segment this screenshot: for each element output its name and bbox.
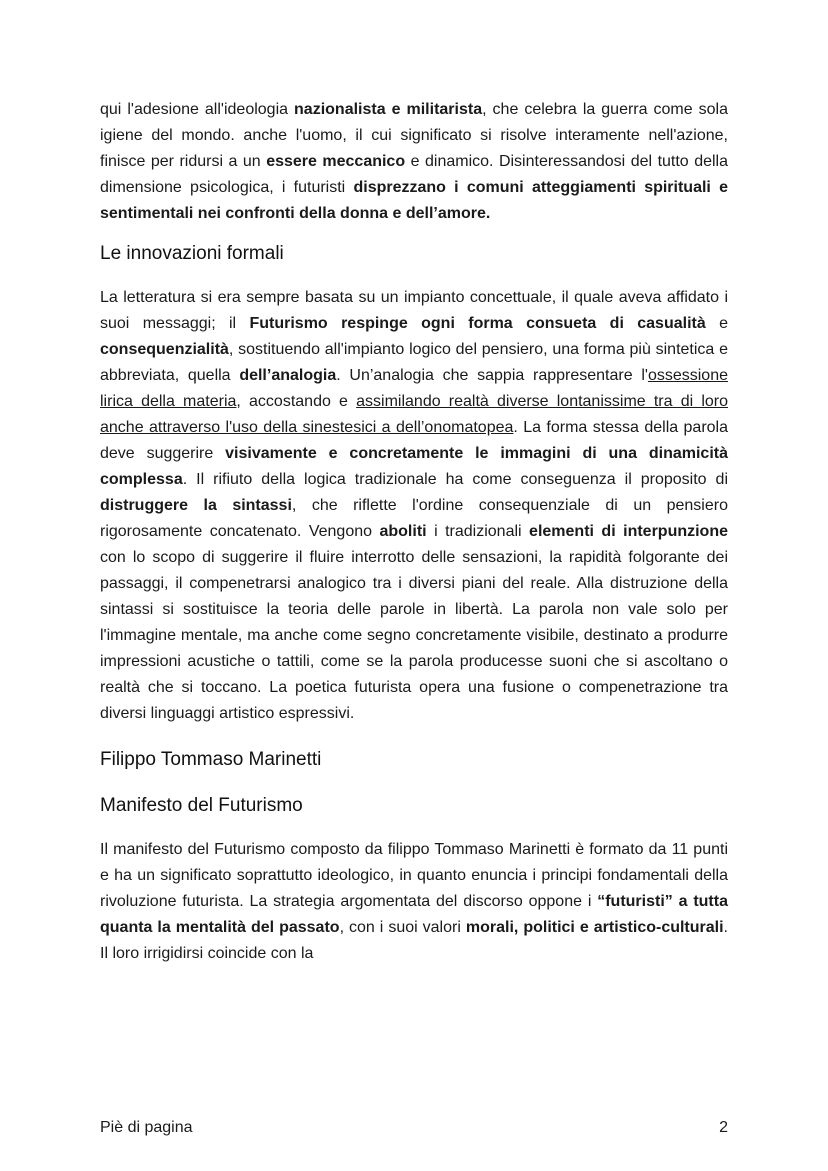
- bold-text: consequenzialità: [100, 341, 229, 358]
- text-span: Il manifesto del Futurismo composto da filippo Tommaso Marinetti è formato da 11 punti e ha un significato soprattutto ideologico, in quanto enuncia i principi fondamentali della rivoluzione futurista. La strategia argomentata del discorso oppone i: [100, 841, 728, 910]
- heading-innovazioni-formali: Le innovazioni formali: [100, 243, 284, 264]
- bold-text: elementi di interpunzione: [529, 523, 728, 540]
- text-span: , che riflette l'ordine consequenziale di un pensiero rigorosamente concatenato. Vengono: [100, 497, 728, 540]
- text-span: qui l'adesione all'ideologia: [100, 101, 295, 118]
- text-span: . La forma stessa della parola deve suggerire: [100, 419, 729, 462]
- text-span: i tradizionali: [426, 523, 530, 540]
- underlined-text: assimilando realtà diverse lontanissime tra di loro anche attraverso l'uso della sinestesici a dell’onomatopea: [100, 393, 729, 436]
- text-span: . Il rifiuto della logica tradizionale ha come conseguenza il proposito di: [182, 471, 728, 488]
- paragraph-innovazioni: [100, 285, 728, 727]
- heading-manifesto: Manifesto del Futurismo: [100, 795, 303, 816]
- bold-text: visivamente e concretamente le immagini di una dinamicità complessa: [100, 445, 728, 488]
- bold-text: “futuristi” a tutta quanta la mentalità del passato: [100, 893, 728, 936]
- bold-text: nazionalista e militarista: [294, 101, 483, 118]
- paragraph-ideologia: [100, 97, 728, 227]
- text-span: e dinamico. Disinteressandosi del tutto della dimensione psicologica, i futuristi: [100, 153, 728, 196]
- text-span: , che celebra la guerra come sola igiene del mondo. anche l'uomo, il cui significato si risolve interamente nell'azione, finisce per ridursi a un: [100, 101, 729, 170]
- heading-marinetti: Filippo Tommaso Marinetti: [100, 749, 322, 770]
- footer-label: Piè di pagina: [100, 1119, 193, 1136]
- paragraph-manifesto: [100, 837, 728, 967]
- text-span: . Un’analogia che sappia rappresentare l': [336, 367, 648, 384]
- bold-text: aboliti: [379, 523, 427, 540]
- bold-text: distruggere la sintassi: [100, 497, 292, 514]
- bold-text: disprezzano i comuni atteggiamenti spirituali e sentimentali nei confronti della donna e dell’amore.: [100, 179, 728, 222]
- bold-text: essere meccanico: [266, 153, 406, 170]
- text-span: , con i suoi valori: [339, 919, 466, 936]
- page-content: [100, 97, 728, 967]
- text-span: . Il loro irrigidirsi coincide con la: [100, 919, 728, 962]
- text-span: , sostituendo all'impianto logico del pensiero, una forma più sintetica e abbreviata, quella: [100, 341, 728, 384]
- text-span: La letteratura si era sempre basata su un impianto concettuale, il quale aveva affidato i suoi messaggi; il: [100, 289, 728, 332]
- page-number: 2: [719, 1119, 728, 1136]
- text-span: con lo scopo di suggerire il fluire interrotto delle sensazioni, la rapidità folgorante dei passaggi, il compenetrarsi analogico tra i diversi piani del reale. Alla distruzione della sintassi si sostituisce la teoria delle parole in libertà. La parola non vale solo per l'immagine mentale, ma anche come segno concretamente visibile, destinato a produrre impressioni acustiche o tattili, come se la parola producesse suoni che si ascoltano o realtà che si toccano. La poetica futurista opera una fusione o compenetrazione tra diversi linguaggi artistico espressivi.: [100, 549, 728, 722]
- bold-text: dell’analogia: [239, 367, 337, 384]
- bold-text: Futurismo respinge ogni forma consueta di casualità: [249, 315, 706, 332]
- text-span: e: [705, 315, 729, 332]
- underlined-text: ossessione lirica della materia: [100, 367, 728, 410]
- text-span: , accostando e: [236, 393, 357, 410]
- bold-text: morali, politici e artistico-culturali: [465, 919, 724, 936]
